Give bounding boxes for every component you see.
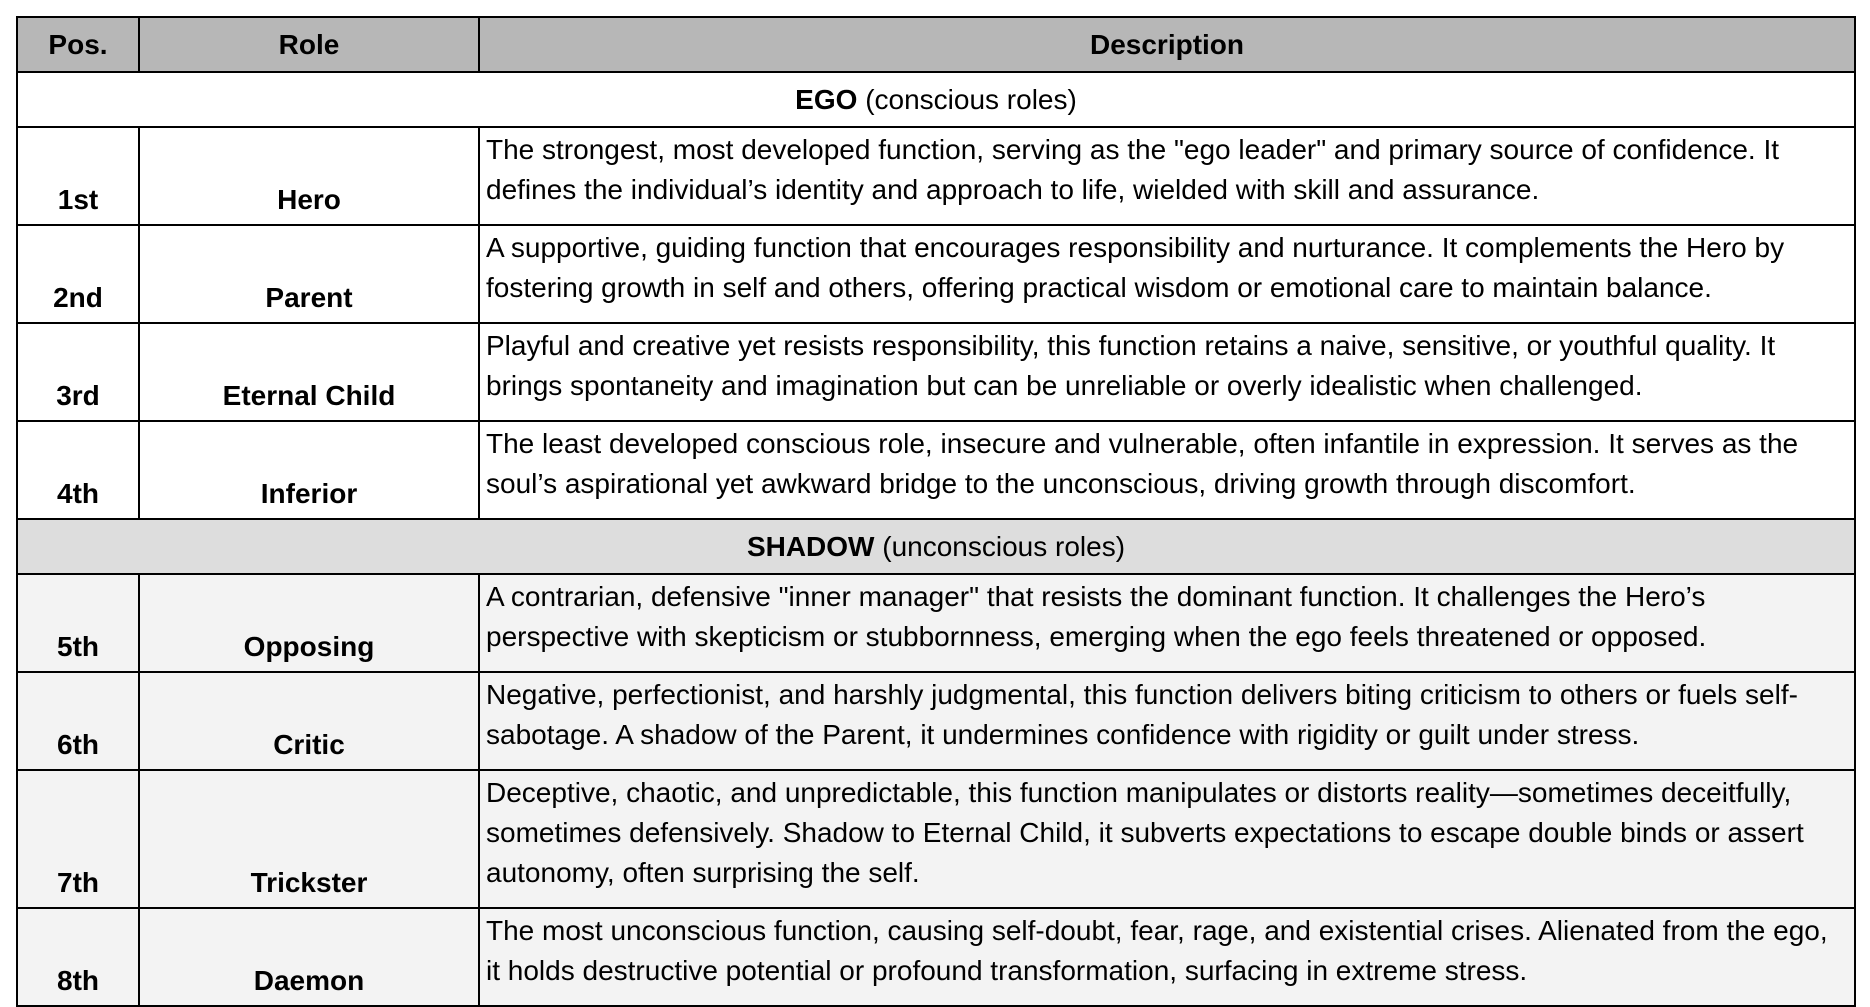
description-cell: The least developed conscious role, insecure and vulnerable, often infantile in expression. It serves as the soul’s aspirational yet awkward bridge to the unconscious, driving growth through discomfort.	[479, 421, 1855, 519]
roles-table-wrapper	[16, 16, 1854, 1007]
description-cell: Playful and creative yet resists responsibility, this function retains a naive, sensitive, or youthful quality. It brings spontaneity and imagination but can be unreliable or overly idealistic when challenged.	[479, 323, 1855, 421]
role-cell: Daemon	[139, 908, 479, 1006]
table-row	[17, 225, 1855, 323]
header-description: Description	[479, 17, 1855, 72]
table-row	[17, 770, 1855, 908]
table-row	[17, 421, 1855, 519]
position-cell: 5th	[17, 574, 139, 672]
table-row	[17, 574, 1855, 672]
description-cell: A contrarian, defensive "inner manager" that resists the dominant function. It challenges the Hero’s perspective with skepticism or stubbornness, emerging when the ego feels threatened or opposed.	[479, 574, 1855, 672]
section-label: SHADOW	[746, 530, 875, 562]
role-cell: Eternal Child	[139, 323, 479, 421]
roles-table	[16, 16, 1856, 1007]
role-cell: Trickster	[139, 770, 479, 908]
table-row	[17, 323, 1855, 421]
header-role: Role	[139, 17, 479, 72]
section-title-ego	[17, 72, 1855, 127]
header-position: Pos.	[17, 17, 139, 72]
description-cell: A supportive, guiding function that encourages responsibility and nurturance. It complements the Hero by fostering growth in self and others, offering practical wisdom or emotional care to maintain balance.	[479, 225, 1855, 323]
table-row	[17, 127, 1855, 225]
role-cell: Inferior	[139, 421, 479, 519]
description-cell: The strongest, most developed function, serving as the "ego leader" and primary source of confidence. It defines the individual’s identity and approach to life, wielded with skill and assurance.	[479, 127, 1855, 225]
position-cell: 7th	[17, 770, 139, 908]
description-cell: Negative, perfectionist, and harshly judgmental, this function delivers biting criticism to others or fuels self-sabotage. A shadow of the Parent, it undermines confidence with rigidity or guilt under stress.	[479, 672, 1855, 770]
role-cell: Critic	[139, 672, 479, 770]
section-note: (unconscious roles)	[882, 530, 1126, 562]
section-title-shadow	[17, 519, 1855, 574]
position-cell: 1st	[17, 127, 139, 225]
position-cell: 6th	[17, 672, 139, 770]
position-cell: 3rd	[17, 323, 139, 421]
role-cell: Opposing	[139, 574, 479, 672]
position-cell: 2nd	[17, 225, 139, 323]
role-cell: Parent	[139, 225, 479, 323]
role-cell: Hero	[139, 127, 479, 225]
section-note: (conscious roles)	[865, 83, 1077, 115]
section-label: EGO	[795, 83, 858, 115]
position-cell: 4th	[17, 421, 139, 519]
description-cell: Deceptive, chaotic, and unpredictable, this function manipulates or distorts reality—sometimes deceitfully, sometimes defensively. Shadow to Eternal Child, it subverts expectations to escape double binds or assert autonomy, often surprising the self.	[479, 770, 1855, 908]
description-cell: The most unconscious function, causing self-doubt, fear, rage, and existential crises. Alienated from the ego, it holds destructive potential or profound transformation, surfacing in extreme stress.	[479, 908, 1855, 1006]
section-row-shadow	[17, 519, 1855, 574]
section-row-ego	[17, 72, 1855, 127]
table-row	[17, 908, 1855, 1006]
table-row	[17, 672, 1855, 770]
position-cell: 8th	[17, 908, 139, 1006]
header-row	[17, 17, 1855, 72]
